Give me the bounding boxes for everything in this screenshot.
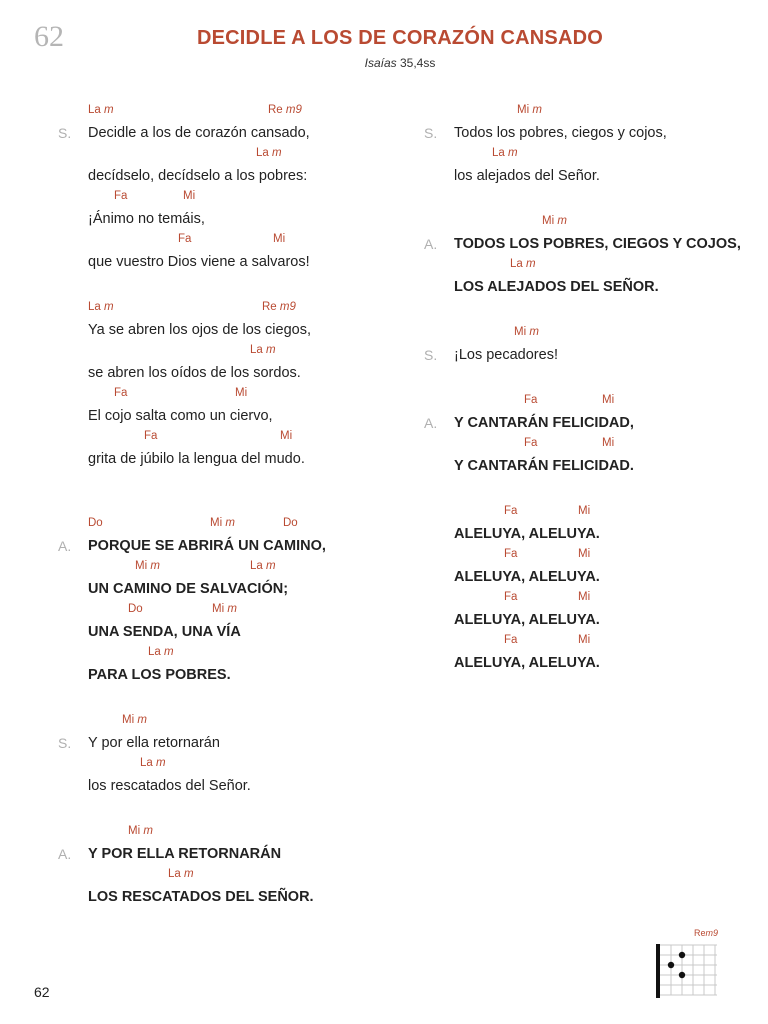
lyric-pair (58, 517, 398, 560)
stanza (58, 301, 398, 473)
stanza (58, 104, 398, 276)
scripture-reference (0, 56, 768, 70)
chord (128, 825, 153, 837)
lyric-text: ALELUYA, ALELUYA. (454, 612, 600, 628)
lyric-pair (424, 326, 754, 369)
chord-root: Mi (602, 437, 615, 449)
chord-quality: m (184, 868, 194, 880)
lyric-pair (58, 560, 398, 603)
chord-line (58, 646, 398, 661)
chord (268, 104, 302, 116)
chord-quality: m9 (279, 301, 296, 313)
chord-line (424, 394, 754, 409)
lyric-pair (424, 548, 754, 591)
lyric-pair (424, 215, 754, 258)
chord (578, 634, 590, 646)
chord-root: Mi (212, 603, 225, 615)
lyric-line (424, 119, 754, 147)
stanza (424, 505, 754, 677)
chord (88, 301, 114, 313)
chord-line (424, 104, 754, 119)
chord (514, 326, 539, 338)
stanza (424, 104, 754, 190)
chord-root: Do (283, 517, 298, 529)
chord-quality: m (266, 560, 276, 572)
chord (250, 560, 276, 572)
lyric-text: ALELUYA, ALELUYA. (454, 526, 600, 542)
chord-root: Fa (524, 394, 538, 406)
lyric-text: decídselo, decídselo a los pobres: (88, 168, 308, 184)
lyric-line (58, 729, 398, 757)
chord-root: Re (268, 104, 283, 116)
chord-root: Mi (602, 394, 615, 406)
chord-root: La (250, 560, 263, 572)
chord-root: Mi (128, 825, 141, 837)
lyric-text: se abren los oídos de los sordos. (88, 365, 301, 381)
lyrics-column-right (424, 104, 754, 702)
lyric-text: Decidle a los de corazón cansado, (88, 125, 310, 141)
chord-quality: m (164, 646, 174, 658)
chord-root: Mi (235, 387, 248, 399)
finger-dot (679, 972, 685, 978)
song-title: DECIDLE A LOS DE CORAZÓN CANSADO (196, 27, 604, 49)
chord (122, 714, 147, 726)
chord-root: Mi (122, 714, 135, 726)
chord-line (58, 603, 398, 618)
chord-root: Fa (178, 233, 192, 245)
page-number-bottom: 62 (34, 984, 50, 1000)
chord-root: Mi (578, 634, 591, 646)
speaker-label: S. (58, 735, 72, 751)
lyric-text: LOS RESCATADOS DEL SEÑOR. (88, 889, 314, 905)
fretboard-nut (656, 944, 660, 998)
chord-root: Mi (280, 430, 293, 442)
chord-line (424, 634, 754, 649)
chord-root: Mi (517, 104, 530, 116)
chord-line (58, 387, 398, 402)
chord-root: Mi (210, 517, 223, 529)
chord (504, 505, 517, 517)
lyric-text: El cojo salta como un ciervo, (88, 408, 273, 424)
lyric-pair (424, 437, 754, 480)
lyric-line (58, 402, 398, 430)
chord (283, 517, 298, 529)
chord (262, 301, 296, 313)
lyric-text: LOS ALEJADOS DEL SEÑOR. (454, 279, 659, 295)
chord (256, 147, 282, 159)
chord (128, 603, 143, 615)
chord-quality: m (529, 326, 539, 338)
lyric-pair (58, 344, 398, 387)
speaker-label: S. (424, 347, 438, 363)
chord (178, 233, 191, 245)
chord-root: Mi (578, 505, 591, 517)
lyric-pair (58, 646, 398, 689)
stanza (58, 517, 398, 689)
lyric-pair (58, 233, 398, 276)
lyric-text: los rescatados del Señor. (88, 778, 251, 794)
chord (578, 548, 590, 560)
chord (273, 233, 285, 245)
lyric-line (58, 119, 398, 147)
chord-line (424, 326, 754, 341)
chord (168, 868, 194, 880)
speaker-label: A. (58, 846, 72, 862)
chord-line (424, 591, 754, 606)
lyric-pair (424, 104, 754, 147)
stanza (424, 394, 754, 480)
lyric-line (424, 649, 754, 677)
lyric-line (424, 452, 754, 480)
chord-line (58, 104, 398, 119)
chord-root: La (168, 868, 181, 880)
chord-quality: m (272, 147, 282, 159)
chord-line (424, 258, 754, 273)
stanza (58, 825, 398, 911)
lyrics-column-left (58, 104, 398, 936)
chord (542, 215, 567, 227)
fretboard-grid (654, 944, 718, 998)
lyric-line (58, 661, 398, 689)
lyric-text: Y POR ELLA RETORNARÁN (88, 846, 282, 862)
chord-diagram-root: Re (693, 928, 706, 938)
lyric-text: ALELUYA, ALELUYA. (454, 569, 600, 585)
chord-line (58, 517, 398, 532)
chord (140, 757, 166, 769)
speaker-label: A. (58, 538, 72, 554)
lyric-line (58, 618, 398, 646)
chord-quality: m (225, 517, 235, 529)
chord-root: La (88, 104, 101, 116)
chord (517, 104, 542, 116)
lyric-pair (424, 634, 754, 677)
lyric-text: ¡Los pecadores! (454, 347, 558, 363)
lyric-text: Y CANTARÁN FELICIDAD. (454, 458, 634, 474)
lyric-text: PARA LOS POBRES. (88, 667, 231, 683)
finger-dot (679, 952, 685, 958)
chord-line (58, 560, 398, 575)
finger-dot (668, 962, 674, 968)
lyric-line (58, 772, 398, 800)
lyric-text: Y por ella retornarán (88, 735, 220, 751)
chord-root: Fa (114, 387, 128, 399)
chord-quality: m (156, 757, 166, 769)
lyric-pair (424, 258, 754, 301)
chord-line (58, 190, 398, 205)
lyric-line (424, 520, 754, 548)
fretboard-lines (660, 945, 717, 995)
lyric-text: PORQUE SE ABRIRÁ UN CAMINO, (88, 538, 326, 554)
chord (492, 147, 518, 159)
lyric-line (424, 230, 754, 258)
lyric-pair (58, 714, 398, 757)
chord (114, 387, 127, 399)
chord-root: Fa (504, 591, 518, 603)
lyric-text: UN CAMINO DE SALVACIÓN; (88, 581, 289, 597)
chord (510, 258, 536, 270)
chord (504, 591, 517, 603)
lyric-pair (58, 301, 398, 344)
chord (602, 437, 614, 449)
chord-line (58, 868, 398, 883)
lyric-pair (58, 868, 398, 911)
lyric-line (424, 606, 754, 634)
chord-line (424, 548, 754, 563)
page-number-top: 62 (34, 20, 64, 53)
chord (114, 190, 127, 202)
lyric-pair (58, 190, 398, 233)
lyric-line (424, 273, 754, 301)
lyric-line (424, 341, 754, 369)
lyric-pair (58, 387, 398, 430)
chord (504, 634, 517, 646)
lyric-pair (58, 825, 398, 868)
chord-line (58, 344, 398, 359)
lyric-text: ALELUYA, ALELUYA. (454, 655, 600, 671)
lyric-line (58, 316, 398, 344)
chord-quality: m (143, 825, 153, 837)
lyric-pair (424, 394, 754, 437)
chord (280, 430, 292, 442)
chord (210, 517, 235, 529)
chord (144, 430, 157, 442)
lyric-line (58, 883, 398, 911)
chord-quality: m (508, 147, 518, 159)
lyric-text: ¡Ánimo no temáis, (88, 211, 205, 227)
chord-root: La (256, 147, 269, 159)
chord-root: La (250, 344, 263, 356)
stanza (424, 215, 754, 301)
chord-root: Do (128, 603, 143, 615)
lyric-line (58, 840, 398, 868)
chord-quality: m (526, 258, 536, 270)
chord-root: Do (88, 517, 103, 529)
lyric-pair (424, 147, 754, 190)
chord-root: Fa (114, 190, 128, 202)
lyric-text: UNA SENDA, UNA VÍA (88, 624, 241, 640)
chord (602, 394, 614, 406)
chord-line (58, 233, 398, 248)
lyric-line (424, 563, 754, 591)
chord (235, 387, 247, 399)
lyric-text: que vuestro Dios viene a salvaros! (88, 254, 310, 270)
chord-quality: m (104, 301, 114, 313)
chord-root: Mi (273, 233, 286, 245)
chord-line (58, 301, 398, 316)
chord-quality: m (137, 714, 147, 726)
chord-root: Mi (578, 591, 591, 603)
speaker-label: A. (424, 415, 438, 431)
chord-line (424, 437, 754, 452)
lyric-pair (424, 505, 754, 548)
chord-quality: m (104, 104, 114, 116)
chord-diagram-label (694, 928, 718, 938)
lyric-pair (58, 147, 398, 190)
chord (524, 394, 537, 406)
chord-line (424, 215, 754, 230)
chord-quality: m (150, 560, 160, 572)
chord (183, 190, 195, 202)
lyric-line (58, 575, 398, 603)
lyric-text: Y CANTARÁN FELICIDAD, (454, 415, 634, 431)
speaker-label: S. (424, 125, 438, 141)
chord-line (424, 147, 754, 162)
chord (504, 548, 517, 560)
chord-line (58, 147, 398, 162)
lyric-text: grita de júbilo la lengua del mudo. (88, 451, 305, 467)
stanza (58, 714, 398, 800)
chord (88, 104, 114, 116)
chord-line (58, 714, 398, 729)
lyric-line (58, 359, 398, 387)
chord-root: Fa (504, 505, 518, 517)
chord-quality: m9 (285, 104, 302, 116)
lyric-line (58, 532, 398, 560)
chord-line (424, 505, 754, 520)
reference-verse: 35,4ss (400, 56, 436, 70)
reference-book: Isaías (364, 56, 397, 70)
speaker-label: A. (424, 236, 438, 252)
chord-line (58, 430, 398, 445)
chord-root: La (148, 646, 161, 658)
lyric-text: TODOS LOS POBRES, CIEGOS Y COJOS, (454, 236, 741, 252)
chord (250, 344, 276, 356)
lyric-text: Todos los pobres, ciegos y cojos, (454, 125, 667, 141)
lyric-line (58, 248, 398, 276)
chord (148, 646, 174, 658)
lyric-line (424, 162, 754, 190)
chord-diagram-quality: m9 (705, 928, 718, 938)
lyric-pair (58, 104, 398, 147)
chord-quality: m (557, 215, 567, 227)
chord-root: Mi (514, 326, 527, 338)
chord-root: Fa (504, 548, 518, 560)
chord-root: La (88, 301, 101, 313)
chord-root: Fa (504, 634, 518, 646)
lyric-text: Ya se abren los ojos de los ciegos, (88, 322, 312, 338)
chord (524, 437, 537, 449)
chord-root: Re (262, 301, 277, 313)
lyric-line (58, 205, 398, 233)
chord-quality: m (266, 344, 276, 356)
lyric-text: los alejados del Señor. (454, 168, 600, 184)
lyric-pair (58, 757, 398, 800)
chord-root: Mi (135, 560, 148, 572)
lyric-pair (424, 591, 754, 634)
chord-line (58, 757, 398, 772)
chord-root: La (510, 258, 523, 270)
lyric-pair (58, 430, 398, 473)
lyric-line (58, 445, 398, 473)
stanza (424, 326, 754, 369)
chord-diagram (650, 928, 722, 1002)
chord-root: Fa (524, 437, 538, 449)
chord (578, 505, 590, 517)
chord-root: Mi (542, 215, 555, 227)
chord-root: Fa (144, 430, 158, 442)
lyric-pair (58, 603, 398, 646)
chord-quality: m (532, 104, 542, 116)
chord (578, 591, 590, 603)
speaker-label: S. (58, 125, 72, 141)
chord-root: La (140, 757, 153, 769)
chord-root: Mi (183, 190, 196, 202)
lyric-line (424, 409, 754, 437)
lyric-line (58, 162, 398, 190)
chord-root: La (492, 147, 505, 159)
chord-root: Mi (578, 548, 591, 560)
chord (135, 560, 160, 572)
chord-quality: m (227, 603, 237, 615)
chord (212, 603, 237, 615)
chord (88, 517, 103, 529)
chord-line (58, 825, 398, 840)
